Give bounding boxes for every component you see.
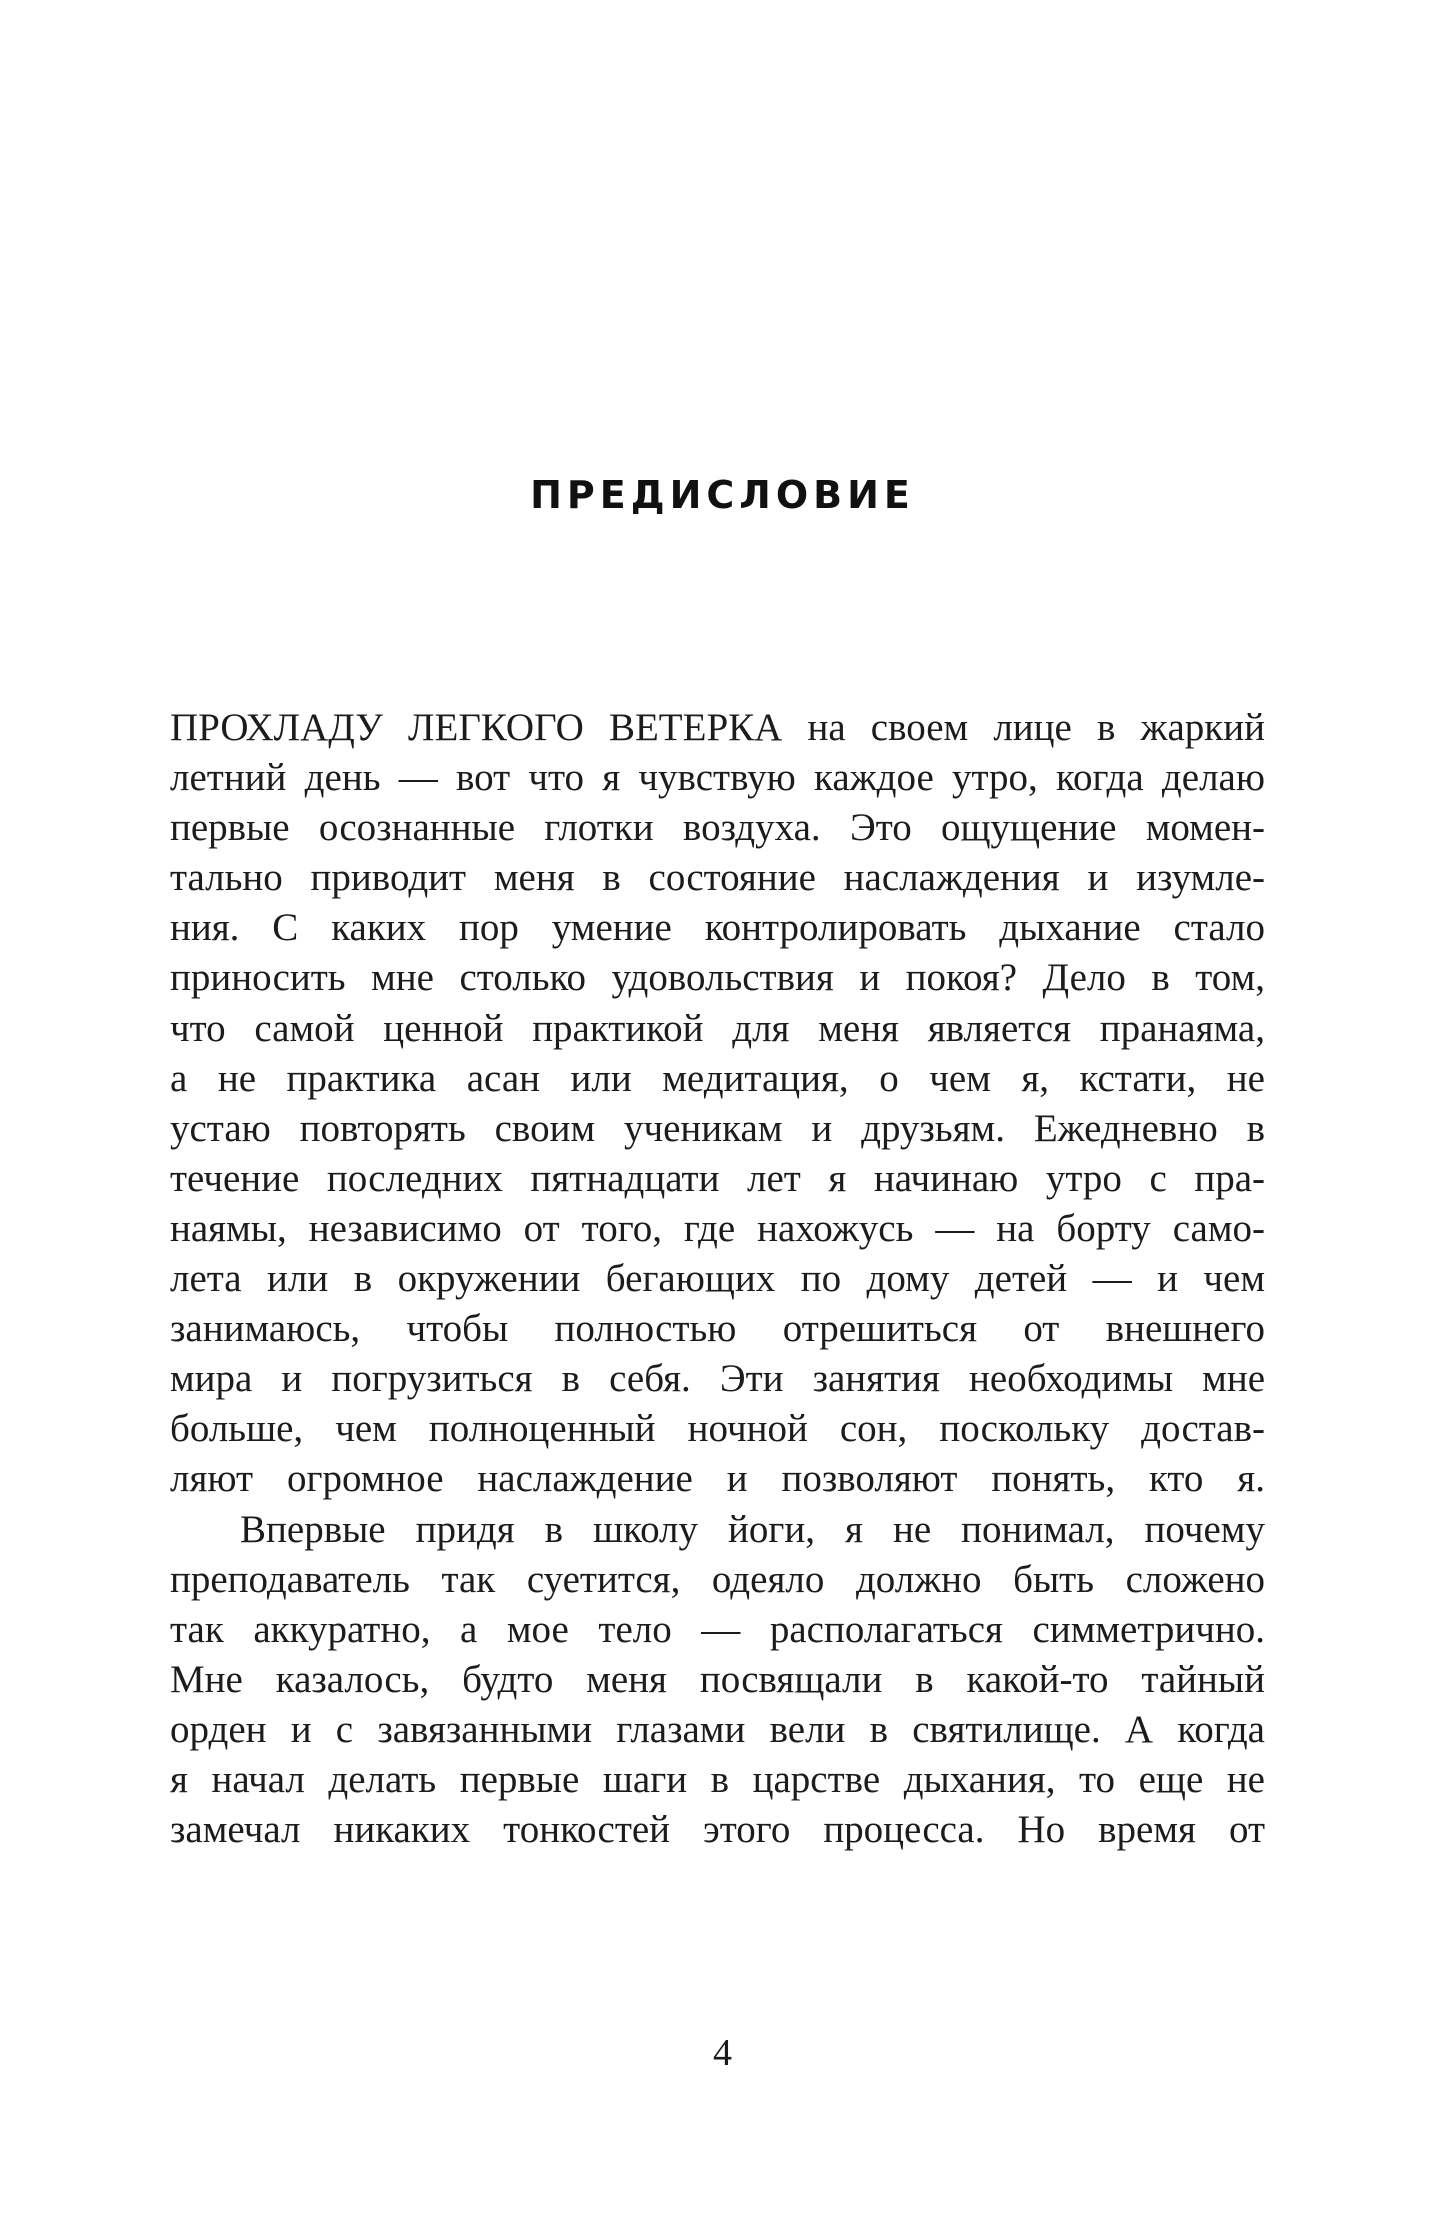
text-line: тально приводит меня в состояние наслаждения и изумле-	[170, 856, 1265, 900]
text-line: лета или в окружении бегающих по дому детей — и чем	[170, 1257, 1265, 1301]
text-line: первые осознанные глотки воздуха. Это ощущение момен-	[170, 806, 1265, 850]
text-line: устаю повторять своим ученикам и друзьям. Ежедневно в	[170, 1106, 1265, 1150]
body-text	[170, 703, 1265, 1855]
text-line: ПРОХЛАДУ ЛЕГКОГО ВЕТЕРКА на своем лице в жаркий	[170, 706, 1265, 749]
text-line: преподаватель так суетится, одеяло должно быть сложено	[170, 1557, 1265, 1601]
text-line: орден и с завязанными глазами вели в святилище. А когда	[170, 1707, 1265, 1751]
text-line: приносить мне столько удовольствия и покоя? Дело в том,	[170, 956, 1265, 1000]
paragraph-2	[170, 1505, 1265, 1856]
text-line: наямы, независимо от того, где нахожусь — на борту само-	[170, 1206, 1265, 1250]
text-line: замечал никаких тонкостей этого процесса. Но время от	[170, 1808, 1265, 1852]
text-line: занимаюсь, чтобы полностью отрешиться от внешнего	[170, 1307, 1265, 1351]
text-line: что самой ценной практикой для меня является пранаяма,	[170, 1006, 1265, 1050]
text-line: течение последних пятнадцати лет я начинаю утро с пра-	[170, 1156, 1265, 1200]
chapter-title: ПРЕДИСЛОВИЕ	[530, 473, 915, 517]
text-line: ляют огромное наслаждение и позволяют понять, кто я.	[170, 1457, 1265, 1501]
page-number: 4	[713, 2032, 732, 2074]
text-line: летний день — вот что я чувствую каждое утро, когда делаю	[170, 756, 1265, 800]
text-line: мира и погрузиться в себя. Эти занятия необходимы мне	[170, 1357, 1265, 1401]
text-line: так аккуратно, а мое тело — располагаться симметрично.	[170, 1607, 1265, 1651]
text-line: больше, чем полноценный ночной сон, поскольку достав-	[170, 1407, 1265, 1451]
text-line: Впервые придя в школу йоги, я не понимал, почему	[240, 1507, 1265, 1551]
text-line: Мне казалось, будто меня посвящали в какой-то тайный	[170, 1657, 1265, 1701]
paragraph-1	[170, 703, 1265, 1505]
text-line: ния. С каких пор умение контролировать дыхание стало	[170, 906, 1265, 950]
text-line: а не практика асан или медитация, о чем я, кстати, не	[170, 1056, 1265, 1100]
text-line: я начал делать первые шаги в царстве дыхания, то еще не	[170, 1757, 1265, 1801]
